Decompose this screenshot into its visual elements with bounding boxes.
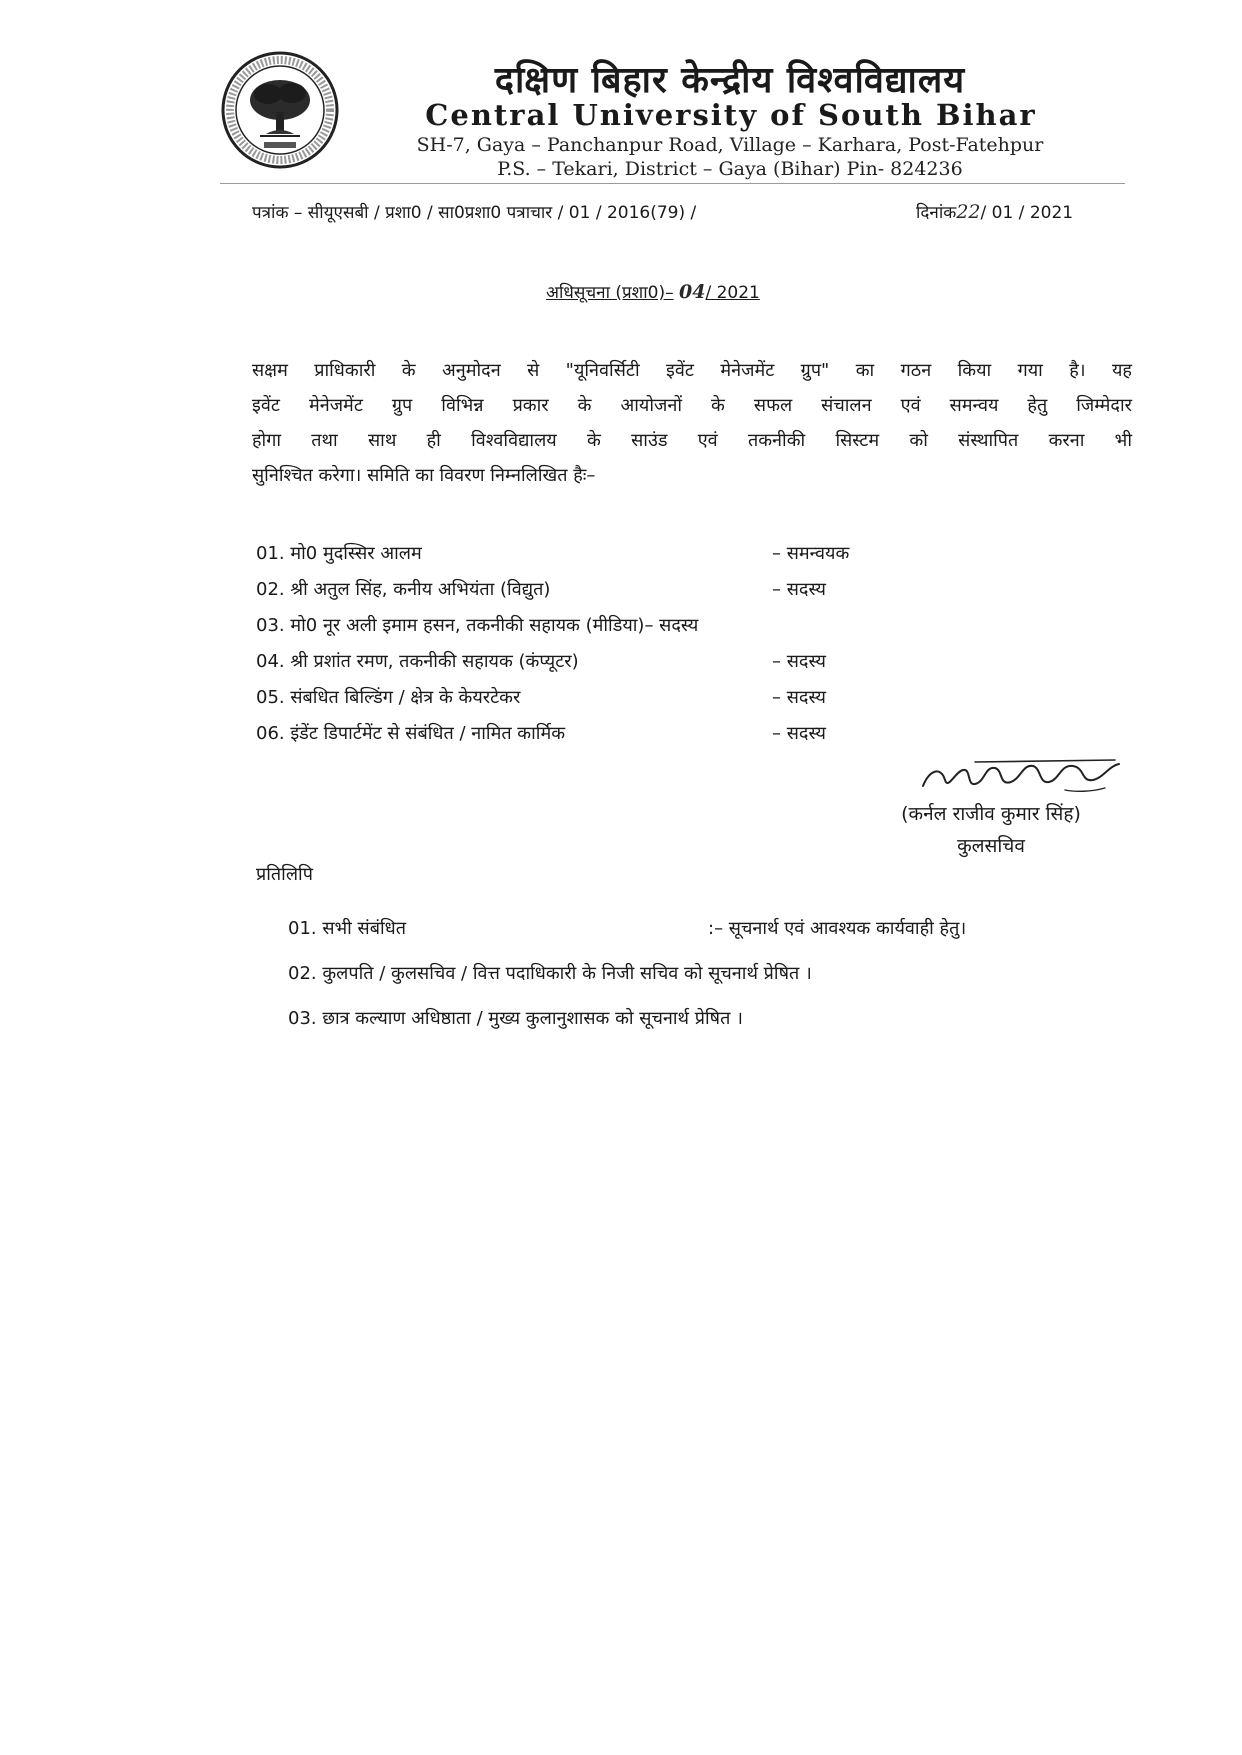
member-role: – सदस्य bbox=[772, 687, 826, 708]
address-line-2: P.S. – Tekari, District – Gaya (Bihar) Pin- 824236 bbox=[497, 158, 963, 180]
member-row bbox=[256, 680, 956, 716]
body-line: सुनिश्चित करेगा। समिति का विवरण निम्नलिखित हैः– bbox=[252, 465, 596, 486]
signatory-designation: कुलसचिव bbox=[957, 835, 1025, 857]
copy-purpose: :– सूचनार्थ एवं आवश्यक कार्यवाही हेतु। bbox=[708, 918, 967, 939]
member-row bbox=[256, 608, 956, 644]
member-name: 02. श्री अतुल सिंह, कनीय अभियंता (विद्युत) bbox=[256, 579, 551, 600]
body-paragraph bbox=[252, 353, 1132, 493]
member-row bbox=[256, 716, 956, 752]
member-role: – सदस्य bbox=[772, 723, 826, 744]
member-row bbox=[256, 572, 956, 608]
copy-recipient: 03. छात्र कल्याण अधिष्ठाता / मुख्य कुलानुशासक को सूचनार्थ प्रेषित । bbox=[288, 1008, 743, 1029]
member-role: – समन्वयक bbox=[772, 543, 850, 564]
member-role: – सदस्य bbox=[772, 579, 826, 600]
copy-recipient: 01. सभी संबंधित bbox=[288, 918, 406, 939]
notification-heading bbox=[546, 280, 760, 303]
notification-number-handwritten: 04 bbox=[679, 281, 706, 303]
copy-to-heading: प्रतिलिपि bbox=[256, 864, 313, 885]
notification-prefix: अधिसूचना (प्रशा0)– bbox=[546, 283, 674, 303]
handwritten-signature bbox=[915, 752, 1125, 798]
member-row bbox=[256, 536, 956, 572]
date-label: दिनांक bbox=[916, 203, 957, 223]
document-date bbox=[916, 200, 1073, 223]
notification-year: / 2021 bbox=[705, 283, 760, 303]
university-name-english: Central University of South Bihar bbox=[425, 98, 1037, 132]
member-name: 06. इंडेंट डिपार्टमेंट से संबंधित / नामित कार्मिक bbox=[256, 723, 566, 744]
copy-to-item bbox=[288, 906, 1108, 951]
committee-members-list bbox=[256, 536, 956, 752]
member-name: 03. मो0 नूर अली इमाम हसन, तकनीकी सहायक (मीडिया)– सदस्य bbox=[256, 615, 699, 636]
date-day-handwritten: 22 bbox=[956, 201, 981, 223]
university-name-hindi: दक्षिण बिहार केन्द्रीय विश्वविद्यालय bbox=[494, 60, 966, 101]
date-month-year: / 01 / 2021 bbox=[980, 203, 1074, 223]
body-line: इवेंट मेनेजमेंट ग्रुप विभिन्न प्रकार के आयोजनों के सफल संचालन एवं समन्वय हेतु जिम्मेदार bbox=[252, 395, 1132, 416]
body-line: सक्षम प्राधिकारी के अनुमोदन से "यूनिवर्सिटी इवेंट मेनेजमेंट ग्रुप" का गठन किया गया है। यह bbox=[252, 360, 1132, 381]
member-name: 04. श्री प्रशांत रमण, तकनीकी सहायक (कंप्यूटर) bbox=[256, 651, 579, 672]
copy-to-list bbox=[288, 906, 1108, 1041]
member-name: 01. मो0 मुदस्सिर आलम bbox=[256, 543, 422, 564]
reference-number: पत्रांक – सीयूएसबी / प्रशा0 / सा0प्रशा0 पत्राचार / 01 / 2016(79) / bbox=[252, 203, 697, 223]
address-line-1: SH-7, Gaya – Panchanpur Road, Village – Karhara, Post-Fatehpur bbox=[416, 134, 1044, 156]
member-name: 05. संबधित बिल्डिंग / क्षेत्र के केयरटेकर bbox=[256, 687, 521, 708]
copy-to-item bbox=[288, 951, 1108, 996]
copy-recipient: 02. कुलपति / कुलसचिव / वित्त पदाधिकारी के निजी सचिव को सूचनार्थ प्रेषित । bbox=[288, 963, 812, 984]
body-line: होगा तथा साथ ही विश्वविद्यालय के साउंड एवं तकनीकी सिस्टम को संस्थापित करना भी bbox=[252, 430, 1132, 451]
member-row bbox=[256, 644, 956, 680]
copy-to-item bbox=[288, 996, 1108, 1041]
member-role: – सदस्य bbox=[772, 651, 826, 672]
university-seal-logo bbox=[220, 50, 340, 170]
signatory-name: (कर्नल राजीव कुमार सिंह) bbox=[901, 803, 1081, 825]
letterhead-divider bbox=[220, 183, 1125, 184]
